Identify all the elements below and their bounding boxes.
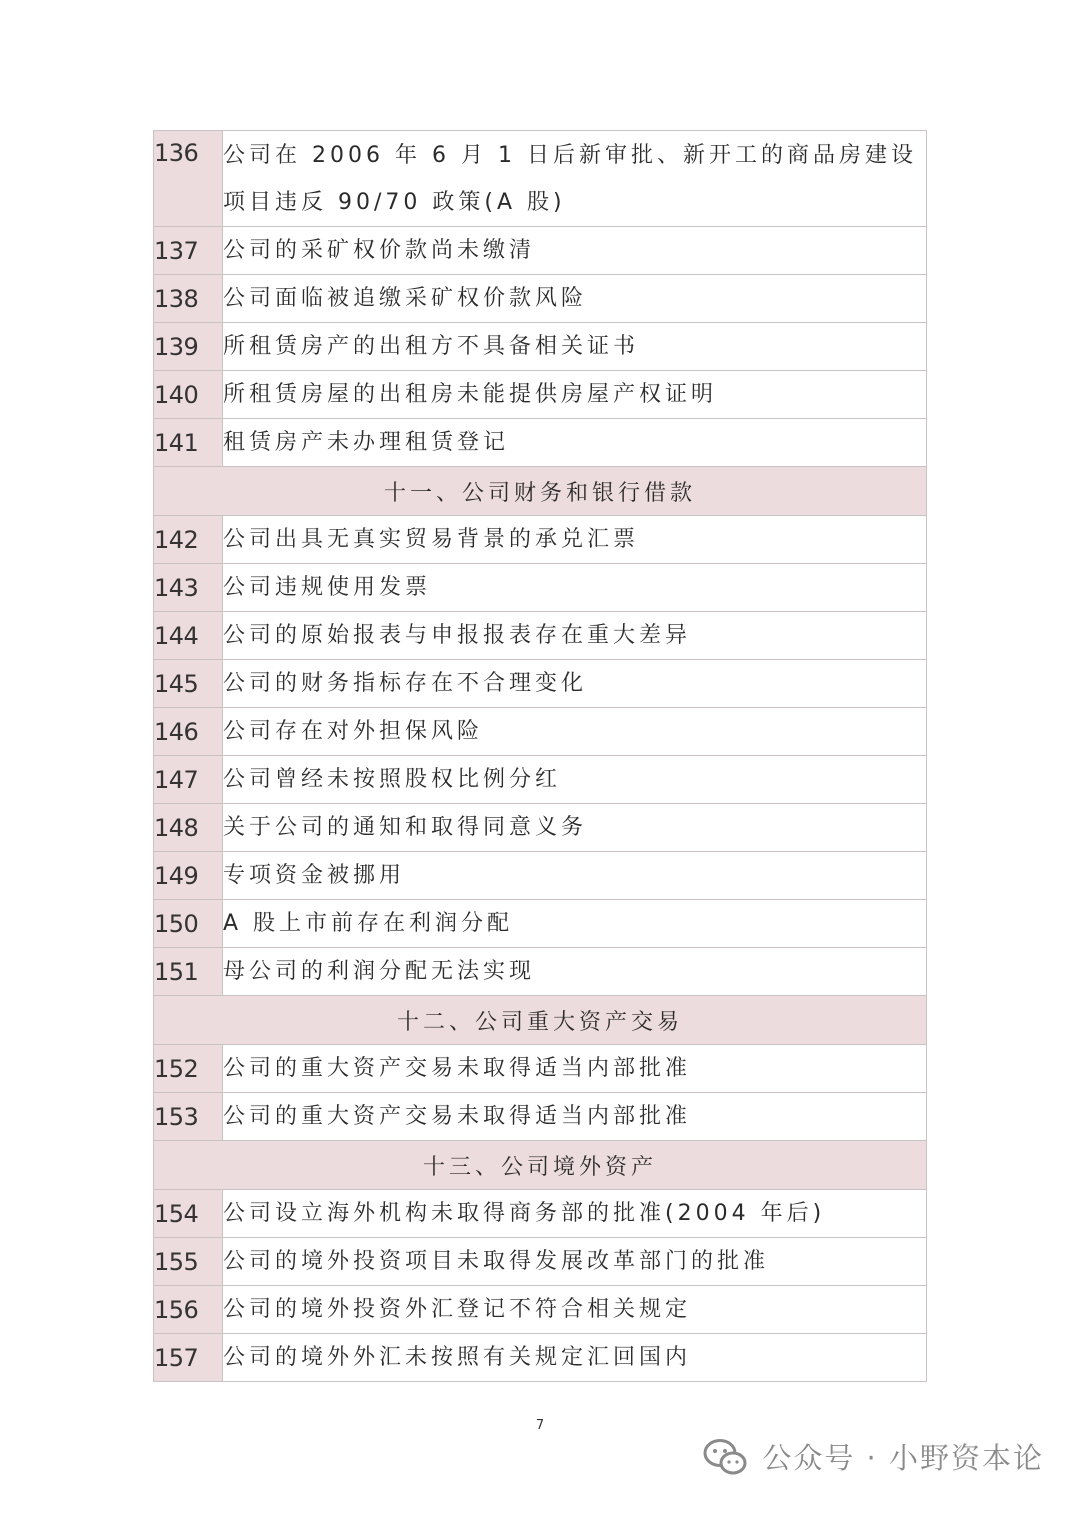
item-description: 公司的境外投资项目未取得发展改革部门的批准 (223, 1238, 927, 1286)
item-number: 154 (154, 1190, 223, 1238)
table-row (154, 323, 927, 371)
item-description: 公司的原始报表与申报报表存在重大差异 (223, 612, 927, 660)
item-description: 公司的重大资产交易未取得适当内部批准 (223, 1093, 927, 1141)
table-row (154, 1190, 927, 1238)
item-description: 公司出具无真实贸易背景的承兑汇票 (223, 516, 927, 564)
section-header-row (154, 467, 927, 516)
item-number: 142 (154, 516, 223, 564)
section-title: 十二、公司重大资产交易 (154, 996, 927, 1045)
risk-table (153, 130, 927, 1382)
table-row (154, 1334, 927, 1382)
item-number: 155 (154, 1238, 223, 1286)
table-row (154, 804, 927, 852)
item-number: 156 (154, 1286, 223, 1334)
item-description: 母公司的利润分配无法实现 (223, 948, 927, 996)
page-number: 7 (535, 1418, 545, 1433)
table-row (154, 131, 927, 227)
item-number: 149 (154, 852, 223, 900)
item-description: 公司面临被追缴采矿权价款风险 (223, 275, 927, 323)
item-number: 152 (154, 1045, 223, 1093)
section-title: 十一、公司财务和银行借款 (154, 467, 927, 516)
item-description: 公司存在对外担保风险 (223, 708, 927, 756)
item-number: 147 (154, 756, 223, 804)
table-row (154, 1045, 927, 1093)
item-description: A 股上市前存在利润分配 (223, 900, 927, 948)
item-description: 公司的财务指标存在不合理变化 (223, 660, 927, 708)
item-description: 专项资金被挪用 (223, 852, 927, 900)
item-number: 136 (154, 131, 223, 227)
item-number: 151 (154, 948, 223, 996)
item-number: 146 (154, 708, 223, 756)
item-description: 所租赁房产的出租方不具备相关证书 (223, 323, 927, 371)
item-number: 144 (154, 612, 223, 660)
table-row (154, 612, 927, 660)
watermark-text: 公众号 · 小野资本论 (762, 1441, 1044, 1475)
item-number: 138 (154, 275, 223, 323)
item-number: 137 (154, 227, 223, 275)
table-row (154, 852, 927, 900)
item-number: 143 (154, 564, 223, 612)
item-description: 所租赁房屋的出租房未能提供房屋产权证明 (223, 371, 927, 419)
item-description: 公司的采矿权价款尚未缴清 (223, 227, 927, 275)
watermark (702, 1436, 1044, 1477)
table-row (154, 516, 927, 564)
table-row (154, 900, 927, 948)
item-number: 145 (154, 660, 223, 708)
section-header-row (154, 996, 927, 1045)
section-header-row (154, 1141, 927, 1190)
item-description: 关于公司的通知和取得同意义务 (223, 804, 927, 852)
table-row (154, 948, 927, 996)
item-description: 公司违规使用发票 (223, 564, 927, 612)
item-description: 公司曾经未按照股权比例分红 (223, 756, 927, 804)
item-description: 公司的重大资产交易未取得适当内部批准 (223, 1045, 927, 1093)
table-row (154, 371, 927, 419)
item-description: 公司在 2006 年 6 月 1 日后新审批、新开工的商品房建设项目违反 90/70 政策(A 股) (223, 131, 927, 227)
table-row (154, 1093, 927, 1141)
table-row (154, 756, 927, 804)
table-row (154, 1286, 927, 1334)
table-row (154, 564, 927, 612)
item-number: 148 (154, 804, 223, 852)
wechat-icon (702, 1437, 748, 1477)
item-number: 150 (154, 900, 223, 948)
section-title: 十三、公司境外资产 (154, 1141, 927, 1190)
item-number: 141 (154, 419, 223, 467)
table-row (154, 419, 927, 467)
table-row (154, 708, 927, 756)
item-number: 153 (154, 1093, 223, 1141)
item-description: 公司的境外外汇未按照有关规定汇回国内 (223, 1334, 927, 1382)
item-number: 139 (154, 323, 223, 371)
table-row (154, 660, 927, 708)
table-row (154, 275, 927, 323)
item-description: 公司设立海外机构未取得商务部的批准(2004 年后) (223, 1190, 927, 1238)
table-row (154, 1238, 927, 1286)
item-number: 140 (154, 371, 223, 419)
item-description: 公司的境外投资外汇登记不符合相关规定 (223, 1286, 927, 1334)
item-number: 157 (154, 1334, 223, 1382)
table-row (154, 227, 927, 275)
item-description: 租赁房产未办理租赁登记 (223, 419, 927, 467)
